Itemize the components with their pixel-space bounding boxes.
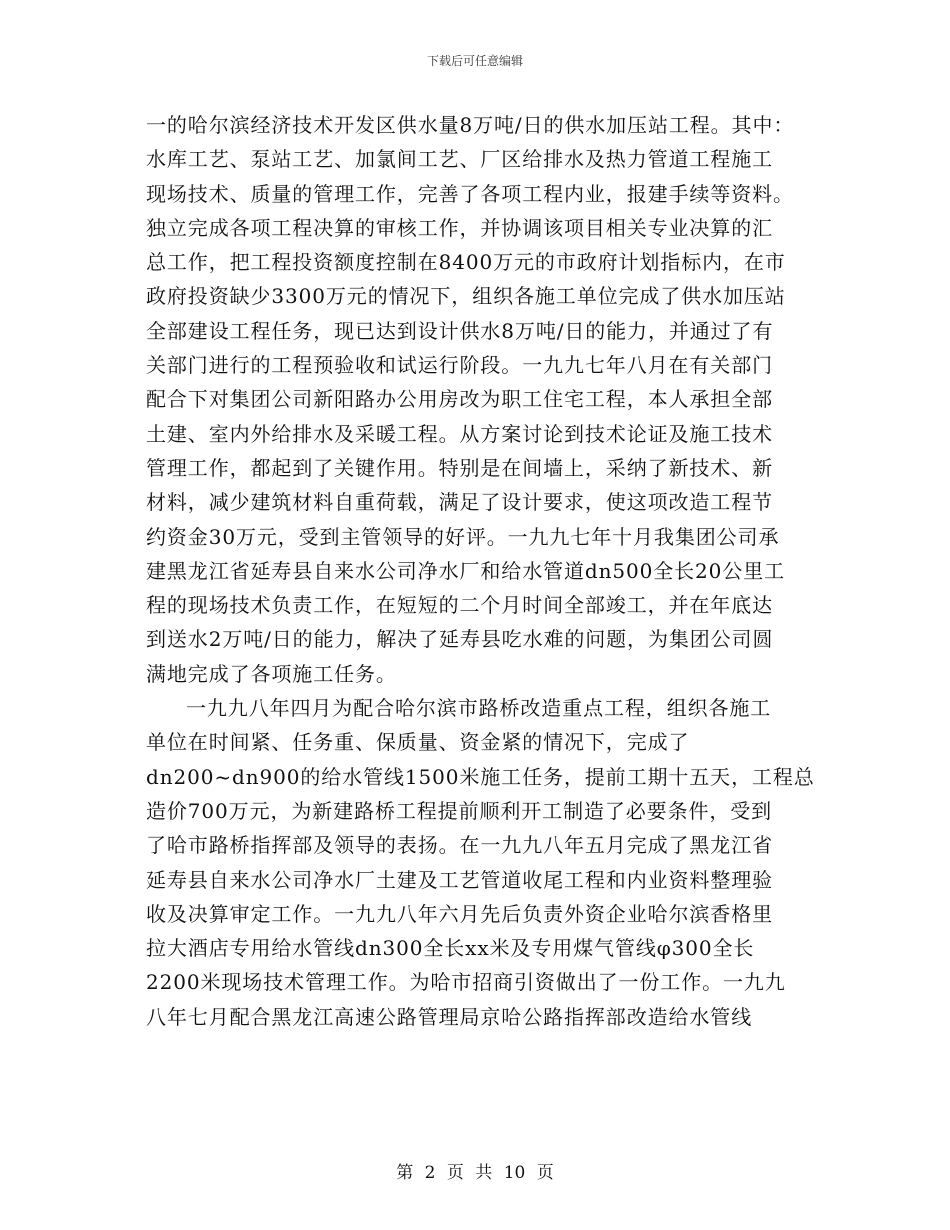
text-line: 水库工艺、泵站工艺、加氯间工艺、厂区给排水及热力管道工程施工 <box>146 147 773 172</box>
text-line: 一九九八年四月为配合哈尔滨市路桥改造重点工程，组织各施工 <box>186 696 772 721</box>
text-line: 八年七月配合黑龙江高速公路管理局京哈公路指挥部改造给水管线 <box>146 1004 753 1029</box>
text-line: 到送水2万吨/日的能力，解决了延寿县吃水难的问题，为集团公司圆 <box>146 627 774 652</box>
text-line: 延寿县自来水公司净水厂土建及工艺管道收尾工程和内业资料整理验 <box>146 867 773 892</box>
text-line: 关部门进行的工程预验收和试运行阶段。一九九七年八月在有关部门 <box>146 353 773 378</box>
text-line: 现场技术、质量的管理工作，完善了各项工程内业，报建手续等资料。 <box>146 181 794 206</box>
text-line: 建黑龙江省延寿县自来水公司净水厂和给水管道dn500全长20公里工 <box>146 558 786 583</box>
text-line: 管理工作，都起到了关键作用。特别是在间墙上，采纳了新技术、新 <box>146 455 773 480</box>
text-line: 政府投资缺少3300万元的情况下，组织各施工单位完成了供水加压站 <box>146 284 786 309</box>
text-line: 造价700万元，为新建路桥工程提前顺利开工制造了必要条件，受到 <box>146 798 773 823</box>
paragraph-2 <box>146 691 815 1034</box>
text-line: 单位在时间紧、任务重、保质量、资金紧的情况下，完成了 <box>146 730 690 755</box>
text-line: 配合下对集团公司新阳路办公用房改为职工住宅工程，本人承担全部 <box>146 387 773 412</box>
text-line: 收及决算审定工作。一九九八年六月先后负责外资企业哈尔滨香格里 <box>146 901 773 926</box>
text-line: 了哈市路桥指挥部及领导的表扬。在一九九八年五月完成了黑龙江省 <box>146 833 773 858</box>
text-line: dn200~dn900的给水管线1500米施工任务，提前工期十五天，工程总 <box>146 764 815 789</box>
page-number: 第 2 页 共 10 页 <box>396 1163 554 1183</box>
text-line: 全部建设工程任务，现已达到设计供水8万吨/日的能力，并通过了有 <box>146 318 774 343</box>
text-line: 约资金30万元，受到主管领导的好评。一九九七年十月我集团公司承 <box>146 524 780 549</box>
text-line: 一的哈尔滨经济技术开发区供水量8万吨/日的供水加压站工程。其中： <box>146 113 795 137</box>
text-line: 满地完成了各项施工任务。 <box>146 661 397 686</box>
text-line: 材料，减少建筑材料自重荷载，满足了设计要求，使这项改造工程节 <box>146 490 773 515</box>
text-line: 拉大酒店专用给水管线dn300全长xx米及专用煤气管线φ300全长 <box>146 936 755 961</box>
paragraph-1 <box>146 108 806 691</box>
text-line: 土建、室内外给排水及采暖工程。从方案讨论到技术论证及施工技术 <box>146 421 773 446</box>
text-line: 总工作，把工程投资额度控制在8400万元的市政府计划指标内，在市 <box>146 250 786 275</box>
text-line: 2200米现场技术管理工作。为哈市招商引资做出了一份工作。一九九 <box>146 970 786 995</box>
document-body <box>146 108 815 1034</box>
text-line: 程的现场技术负责工作，在短短的二个月时间全部竣工，并在年底达 <box>146 593 773 618</box>
page-header-note: 下载后可任意编辑 <box>426 54 523 68</box>
text-line: 独立完成各项工程决算的审核工作，并协调该项目相关专业决算的汇 <box>146 215 773 240</box>
